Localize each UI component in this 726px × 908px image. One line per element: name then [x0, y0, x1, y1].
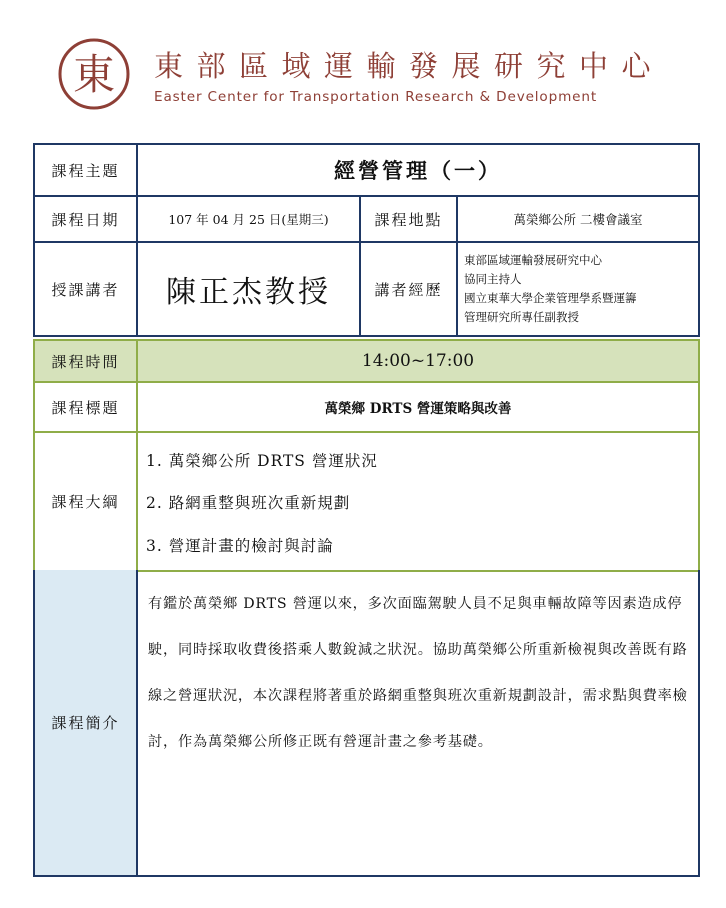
organization-logo	[56, 36, 132, 112]
label-course-title: 課程標題	[33, 381, 138, 433]
lecturer-profile-line: 國立東華大學企業管理學系暨運籌	[464, 291, 637, 305]
course-intro-text: 有鑑於萬榮鄉 DRTS 營運以來，多次面臨駕駛人員不足與車輛故障等因素造成停駛，同時採取收費後搭乘人數銳減之狀況。協助萬榮鄉公所重新檢視與改善既有路線之營運狀況，本次課程將著重於路網重整與班次重新規劃設計，需求點與費率檢討，作為萬榮鄉公所修正既有營運計畫之參考基礎。	[148, 596, 688, 750]
course-venue-cell	[456, 195, 700, 243]
course-intro-cell	[136, 570, 700, 877]
course-title-cell	[136, 381, 700, 433]
label-course-venue: 課程地點	[359, 195, 458, 243]
course-title-value: 萬榮鄉 DRTS 營運策略與改善	[324, 401, 512, 417]
course-venue-value: 萬榮鄉公所 二樓會議室	[513, 212, 643, 227]
lecturer-profile-cell	[456, 241, 700, 337]
label-course-outline: 課程大綱	[33, 431, 138, 572]
course-date-cell	[136, 195, 361, 243]
label-lecturer-profile: 講者經歷	[359, 241, 458, 337]
lecturer-name-value: 陳正杰教授	[166, 275, 331, 310]
label-course-date: 課程日期	[33, 195, 138, 243]
lecturer-profile-line: 協同主持人	[464, 272, 522, 286]
outline-item: 1. 萬榮鄉公所 DRTS 營運狀況	[146, 452, 378, 471]
course-subject-cell	[136, 143, 700, 197]
lecturer-profile-line: 東部區域運輸發展研究中心	[464, 253, 602, 267]
course-time-cell	[136, 339, 700, 383]
lecturer-profile-line: 管理研究所專任副教授	[464, 310, 579, 324]
outline-item: 2. 路網重整與班次重新規劃	[146, 494, 351, 513]
label-course-subject: 課程主題	[33, 143, 138, 197]
label-lecturer: 授課講者	[33, 241, 138, 337]
label-course-intro: 課程簡介	[33, 570, 138, 877]
lecturer-name-cell	[136, 241, 361, 337]
course-date-value: 107 年 04 月 25 日(星期三)	[168, 212, 329, 227]
course-time-value: 14:00~17:00	[361, 351, 475, 371]
logo-glyph: 東	[72, 50, 116, 99]
outline-item: 3. 營運計畫的檢討與討論	[146, 536, 334, 555]
organization-name-chinese: 東部區域運輸發展研究中心	[154, 49, 665, 83]
course-subject-value: 經營管理（一）	[334, 158, 502, 183]
label-course-time: 課程時間	[33, 339, 138, 383]
course-outline-cell	[136, 431, 700, 572]
course-info-table	[33, 143, 700, 877]
organization-name-english: Easter Center for Transportation Research & Development	[154, 89, 598, 105]
